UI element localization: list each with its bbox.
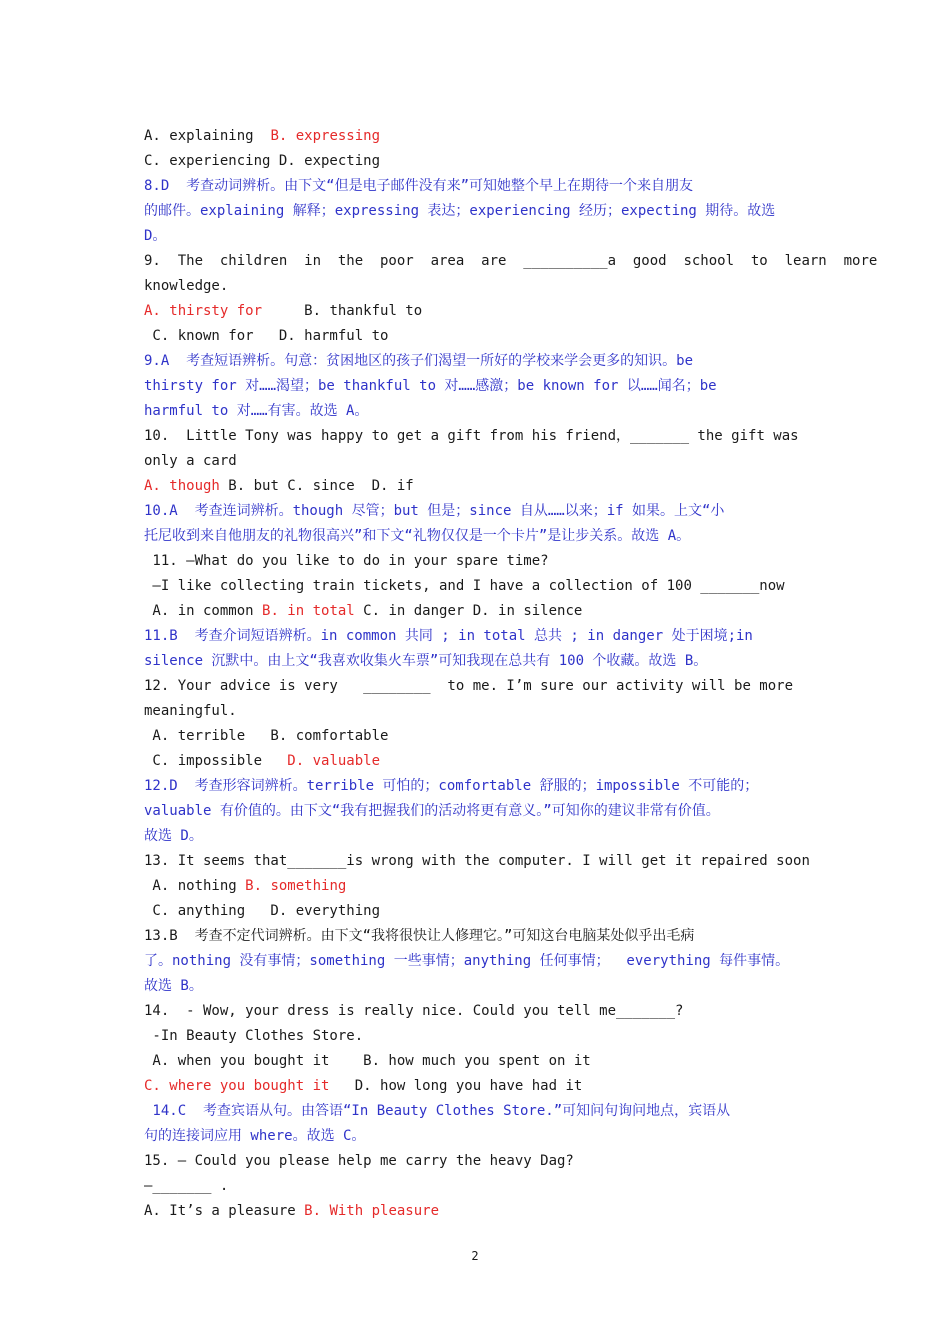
text-segment: 句的连接词应用 where。故选 C。 [144, 1128, 366, 1144]
text-line [144, 849, 824, 874]
text-segment: 12. Your advice is very ________ to me. I’m sure our activity will be more [144, 678, 794, 694]
text-segment: A. when you bought it B. how much you spent on it [144, 1053, 591, 1069]
text-line [144, 449, 824, 474]
text-line [144, 874, 824, 899]
text-segment: 了。nothing 没有事情；something 一些事情；anything 任何事情； everything 每件事情。 [144, 953, 790, 969]
text-line [144, 124, 824, 149]
text-segment: B. thankful to [287, 303, 423, 319]
text-line [144, 224, 824, 249]
text-segment: D。 [144, 228, 167, 244]
text-segment: D. how long you have had it [337, 1078, 583, 1094]
text-line [144, 1074, 824, 1099]
text-segment: 12.D 考查形容词辨析。terrible 可怕的；comfortable 舒服的；impossible 不可能的； [144, 778, 759, 794]
text-line [144, 1199, 824, 1224]
text-segment: D. valuable [287, 753, 381, 769]
text-line [144, 199, 824, 224]
text-segment: B. With pleasure [304, 1203, 440, 1219]
text-segment: —I like collecting train tickets, and I have a collection of 100 _______now [144, 578, 785, 594]
text-line [144, 1024, 824, 1049]
text-line [144, 599, 824, 624]
text-segment: A. It’s a pleasure [144, 1203, 305, 1219]
text-segment: A. in common [144, 603, 263, 619]
text-segment: C. anything D. everything [144, 903, 381, 919]
text-segment: A. terrible B. comfortable [144, 728, 389, 744]
text-line [144, 699, 824, 724]
text-segment: 托尼收到来自他朋友的礼物很高兴”和下文“礼物仅仅是一个卡片”是让步关系。故选 A。 [144, 528, 691, 544]
text-line [144, 499, 824, 524]
text-segment: B. expressing [270, 128, 381, 144]
text-line [144, 924, 824, 949]
text-line [144, 324, 824, 349]
text-line [144, 999, 824, 1024]
text-line [144, 949, 824, 974]
text-segment: valuable 有价值的。由下文“我有把握我们的活动将更有意义。”可知你的建议非常有价值。 [144, 803, 720, 819]
page-number: 2 [471, 1249, 479, 1263]
text-segment: C. impossible [144, 753, 288, 769]
text-segment: 10.A 考查连词辨析。though 尽管；but 但是；since 自从……以来；if 如果。上文“小 [144, 503, 725, 519]
text-segment: 14.C 考查宾语从句。由答语“In Beauty Clothes Store.”可知问句询问地点，宾语从 [144, 1103, 731, 1119]
text-segment: 故选 B。 [144, 978, 203, 994]
text-segment: -In Beauty Clothes Store. [144, 1028, 364, 1044]
text-line [144, 1174, 824, 1199]
text-line [144, 149, 824, 174]
text-line [144, 474, 824, 499]
text-segment: only a card [144, 453, 237, 469]
text-line [144, 549, 824, 574]
text-segment: 9. The children in the poor area are __________a good school to learn more [144, 253, 878, 269]
text-segment: B. something [245, 878, 347, 894]
text-segment: B. in total [262, 603, 364, 619]
text-segment: knowledge. [144, 278, 229, 294]
text-segment: thirsty for 对……渴望；be thankful to 对……感激；be known for 以……闻名；be [144, 378, 717, 394]
text-segment: silence 沉默中。由上文“我喜欢收集火车票”可知我现在总共有 100 个收藏。故选 B。 [144, 653, 708, 669]
text-segment: 8.D 考查动词辨析。由下文“但是电子邮件没有来”可知她整个早上在期待一个来自朋友 [144, 178, 693, 194]
document-body [144, 124, 878, 1224]
text-segment: 9.A 考查短语辨析。句意：贫困地区的孩子们渴望一所好的学校来学会更多的知识。be [144, 353, 693, 369]
text-segment: 13. It seems that_______is wrong with the computer. I will get it repaired soon [144, 853, 810, 869]
text-segment: A. thirsty for [144, 303, 288, 319]
text-segment: harmful to 对……有害。故选 A。 [144, 403, 369, 419]
text-segment: 13.B 考查不定代词辨析。由下文“我将很快让人修理它。”可知这台电脑某处似乎出毛病 [144, 928, 695, 944]
text-segment: C. in danger D. in silence [363, 603, 583, 619]
text-segment: 14. - Wow, your dress is really nice. Could you tell me_______? [144, 1003, 684, 1019]
text-line [144, 899, 824, 924]
text-line [144, 724, 824, 749]
text-line [144, 674, 824, 699]
text-line [144, 1049, 824, 1074]
text-line [144, 574, 824, 599]
text-segment: A. though [144, 478, 229, 494]
text-segment: C. experiencing D. expecting [144, 153, 381, 169]
text-line [144, 1099, 824, 1124]
text-segment: meaningful. [144, 703, 237, 719]
text-line [144, 174, 824, 199]
text-line [144, 349, 824, 374]
text-segment: 15. — Could you please help me carry the heavy Dag? [144, 1153, 574, 1169]
text-line [144, 799, 824, 824]
text-line [144, 299, 824, 324]
text-segment: 10. Little Tony was happy to get a gift from his friend，_______ the gift was [144, 428, 799, 444]
text-line [144, 774, 824, 799]
text-line [144, 274, 824, 299]
text-line [144, 749, 824, 774]
text-segment: 故选 D。 [144, 828, 203, 844]
text-segment: 的邮件。explaining 解释；expressing 表达；experiencing 经历；expecting 期待。故选 [144, 203, 776, 219]
text-line [144, 424, 824, 449]
text-line [144, 399, 824, 424]
text-segment: —_______ . [144, 1178, 229, 1194]
text-segment: B. but C. since D. if [228, 478, 414, 494]
text-line [144, 824, 824, 849]
text-segment: 11.B 考查介词短语辨析。in common 共同 ; in total 总共 ; in danger 处于困境;in [144, 628, 753, 644]
text-segment: A. explaining [144, 128, 271, 144]
text-segment: 11. —What do you like to do in your spare time? [144, 553, 549, 569]
text-line [144, 524, 824, 549]
text-line [144, 1149, 824, 1174]
text-line [144, 374, 824, 399]
text-line [144, 249, 878, 274]
text-line [144, 624, 824, 649]
text-segment: C. where you bought it [144, 1078, 338, 1094]
text-line [144, 649, 824, 674]
text-line [144, 974, 824, 999]
text-segment: A. nothing [144, 878, 246, 894]
text-line [144, 1124, 824, 1149]
text-segment: C. known for D. harmful to [144, 328, 389, 344]
